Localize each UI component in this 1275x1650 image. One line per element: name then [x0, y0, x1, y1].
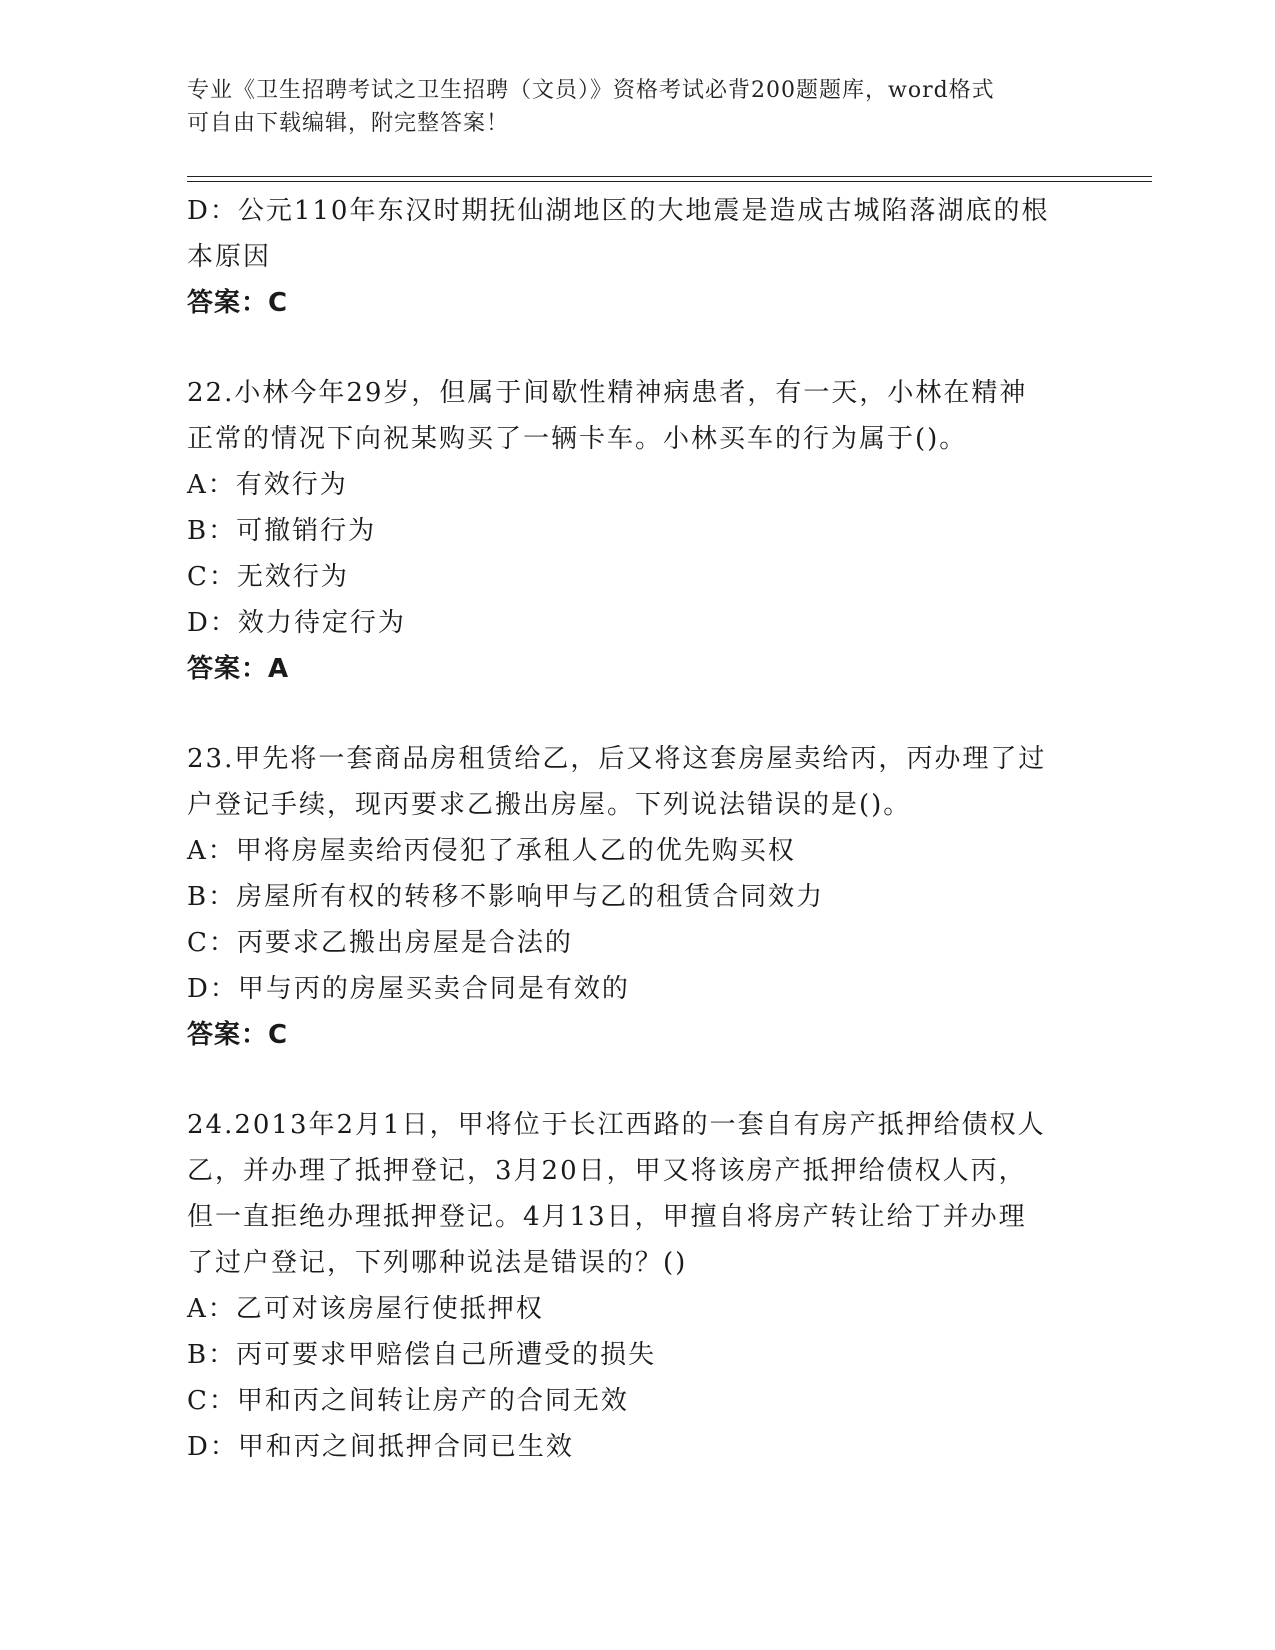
option-c: C：无效行为	[187, 562, 349, 592]
option-b: B：丙可要求甲赔偿自己所遭受的损失	[187, 1340, 657, 1370]
spacer	[187, 692, 1087, 736]
option-d: D：效力待定行为	[187, 608, 406, 638]
question-stem-line-4: 了过户登记，下列哪种说法是错误的？()	[187, 1248, 688, 1278]
option-a: A：甲将房屋卖给丙侵犯了承租人乙的优先购买权	[187, 836, 796, 866]
option-d: D：甲和丙之间抵押合同已生效	[187, 1432, 574, 1462]
question-22	[187, 370, 1087, 692]
question-stem-line-2: 正常的情况下向祝某购买了一辆卡车。小林买车的行为属于()。	[187, 424, 968, 454]
question-21-tail	[187, 188, 1087, 326]
document-body	[187, 188, 1087, 1470]
header-rule-top	[187, 176, 1152, 177]
question-stem-line-2: 乙，并办理了抵押登记，3月20日，甲又将该房产抵押给债权人丙，	[187, 1156, 1027, 1186]
option-b: B：可撤销行为	[187, 516, 377, 546]
question-stem-line-2: 户登记手续，现丙要求乙搬出房屋。下列说法错误的是()。	[187, 790, 912, 820]
option-a: A：乙可对该房屋行使抵押权	[187, 1294, 544, 1324]
header-line-1: 专业《卫生招聘考试之卫生招聘（文员）》资格考试必背200题题库，word格式	[187, 78, 995, 103]
question-stem-line-1: 24.2013年2月1日，甲将位于长江西路的一套自有房产抵押给债权人	[187, 1110, 1046, 1140]
spacer	[187, 1058, 1087, 1102]
question-23	[187, 736, 1087, 1058]
question-stem-line-1: 23.甲先将一套商品房租赁给乙，后又将这套房屋卖给丙，丙办理了过	[187, 744, 1047, 774]
option-c: C：甲和丙之间转让房产的合同无效	[187, 1386, 629, 1416]
option-a: A：有效行为	[187, 470, 348, 500]
spacer	[187, 326, 1087, 370]
answer-label: 答案：C	[187, 1020, 289, 1050]
option-d-line-2: 本原因	[187, 242, 272, 272]
option-c: C：丙要求乙搬出房屋是合法的	[187, 928, 573, 958]
answer-label: 答案：A	[187, 654, 290, 684]
option-d: D：甲与丙的房屋买卖合同是有效的	[187, 974, 630, 1004]
header-line-2: 可自由下载编辑，附完整答案！	[187, 111, 510, 136]
option-d-line-1: D：公元110年东汉时期抚仙湖地区的大地震是造成古城陷落湖底的根	[187, 196, 1050, 226]
question-stem-line-3: 但一直拒绝办理抵押登记。4月13日，甲擅自将房产转让给丁并办理	[187, 1202, 1027, 1232]
answer-label: 答案：C	[187, 288, 289, 318]
page-header	[187, 74, 1087, 140]
option-b: B：房屋所有权的转移不影响甲与乙的租赁合同效力	[187, 882, 825, 912]
question-stem-line-1: 22.小林今年29岁，但属于间歇性精神病患者，有一天，小林在精神	[187, 378, 1028, 408]
header-rule-bottom	[187, 181, 1152, 182]
question-24	[187, 1102, 1087, 1470]
